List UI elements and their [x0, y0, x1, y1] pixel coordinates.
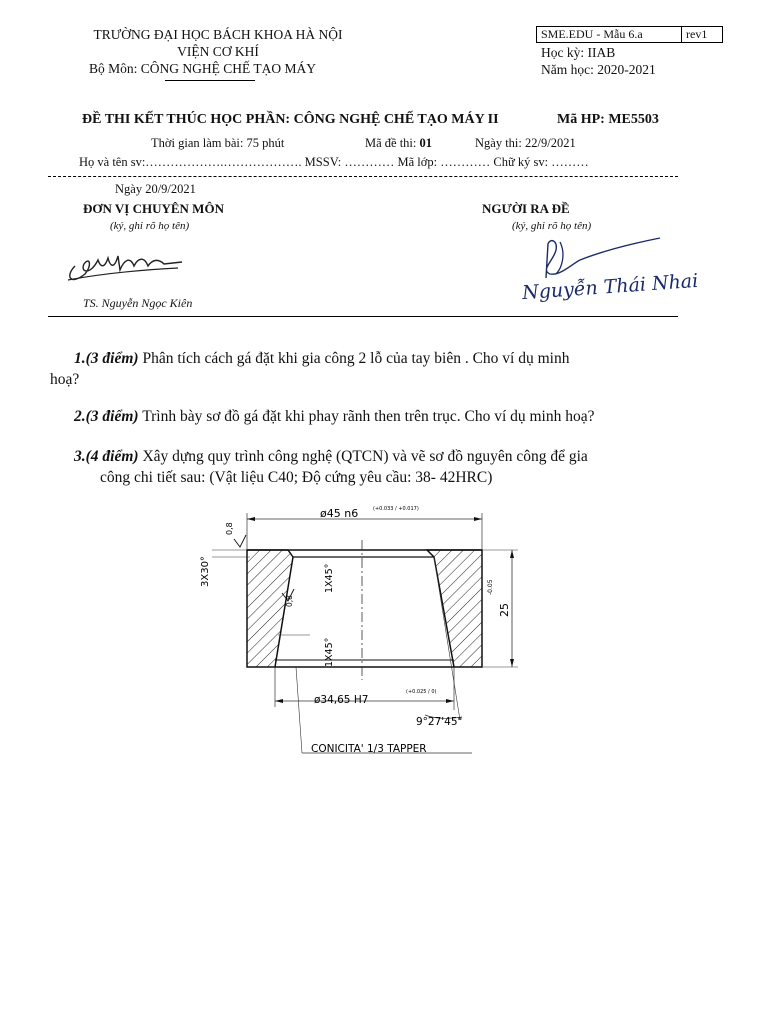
exam-duration: Thời gian làm bài: 75 phút — [151, 136, 285, 150]
exam-code-label: Mã đề thi: — [365, 136, 417, 150]
right-sign-title: NGƯỜI RA ĐỀ — [482, 201, 570, 216]
question-3-text: Xây dựng quy trình công nghệ (QTCN) và vẽ sơ đồ nguyên công để gia — [142, 448, 588, 465]
inner-dia-label: ø34,65 H7 — [314, 694, 369, 706]
question-3-cont: công chi tiết sau: (Vật liệu C40; Độ cứng yêu cầu: 38- 42HRC) — [100, 469, 493, 486]
course-code: Mã HP: ME5503 — [557, 112, 659, 127]
height-tol: -0.05 — [487, 579, 494, 595]
institute-name: VIỆN CƠ KHÍ — [177, 44, 259, 59]
right-sign-sub: (ký, ghi rõ họ tên) — [512, 220, 592, 232]
left-sign-name: TS. Nguyễn Ngọc Kiên — [83, 296, 193, 310]
separator-dashed — [48, 176, 678, 177]
school-year: Năm học: 2020-2021 — [541, 62, 656, 77]
sign-date: Ngày 20/9/2021 — [115, 182, 196, 196]
question-2-text: Trình bày sơ đồ gá đặt khi phay rãnh then trên trục. Cho ví dụ minh hoạ? — [142, 408, 595, 425]
student-info-line: Họ và tên sv:……………….………………. MSSV: ………… Mã lớp: ………… Chữ ký sv: ……… — [79, 155, 589, 169]
outer-dia-tol: (+0.033 / +0.017) — [373, 506, 419, 512]
exam-code-value: 01 — [419, 136, 433, 150]
roughness-top: 0,8 — [225, 522, 234, 535]
exam-title: ĐỀ THI KẾT THÚC HỌC PHẦN: CÔNG NGHỆ CHẾ TẠO MÁY II — [82, 112, 499, 127]
exam-date: Ngày thi: 22/9/2021 — [475, 136, 576, 150]
department-prefix: Bộ Môn: — [89, 61, 138, 76]
department-line — [89, 61, 316, 77]
chamfer-left: 3X30° — [200, 556, 211, 587]
right-sign-name: Nguyễn Thái Nhai — [521, 269, 699, 305]
form-code: SME.EDU - Mẫu 6.a — [537, 27, 682, 43]
question-3 — [74, 446, 588, 467]
form-code-table — [536, 26, 723, 43]
question-3-label: 3.(4 điểm) — [74, 448, 139, 465]
question-1-cont: hoạ? — [50, 371, 80, 388]
left-sign-sub: (ký, ghi rõ họ tên) — [110, 220, 190, 232]
department-underline — [165, 80, 255, 81]
question-2 — [74, 406, 595, 427]
department-name: CÔNG NGHỆ CHẾ TẠO MÁY — [140, 61, 317, 76]
chamfer-top: 1X45° — [324, 563, 335, 593]
roughness-bore: 0,8 — [285, 595, 294, 607]
chamfer-bottom: 1X45° — [324, 637, 335, 667]
left-signature — [60, 236, 190, 286]
school-name: TRƯỜNG ĐẠI HỌC BÁCH KHOA HÀ NỘI — [93, 27, 343, 42]
height-label: 25 — [498, 603, 511, 617]
angle-label: 9°27'45" — [416, 716, 463, 728]
question-1-text: Phân tích cách gá đặt khi gia công 2 lỗ của tay biên . Cho ví dụ minh — [142, 350, 570, 367]
conicity-note: CONICITA' 1/3 TAPPER — [311, 743, 427, 755]
semester: Học kỳ: IIAB — [541, 45, 616, 60]
section-right — [427, 550, 482, 667]
exam-code — [365, 136, 432, 151]
section-left — [247, 550, 293, 667]
question-1 — [74, 348, 569, 369]
outer-dia-label: ø45 n6 — [320, 507, 359, 520]
technical-drawing — [190, 495, 530, 770]
separator-solid — [48, 316, 678, 317]
question-1-label: 1.(3 điểm) — [74, 350, 139, 367]
left-sign-title: ĐƠN VỊ CHUYÊN MÔN — [83, 201, 224, 216]
inner-dia-tol: (+0.025 / 0) — [406, 689, 437, 695]
revision: rev1 — [682, 27, 723, 43]
question-2-label: 2.(3 điểm) — [74, 408, 139, 425]
